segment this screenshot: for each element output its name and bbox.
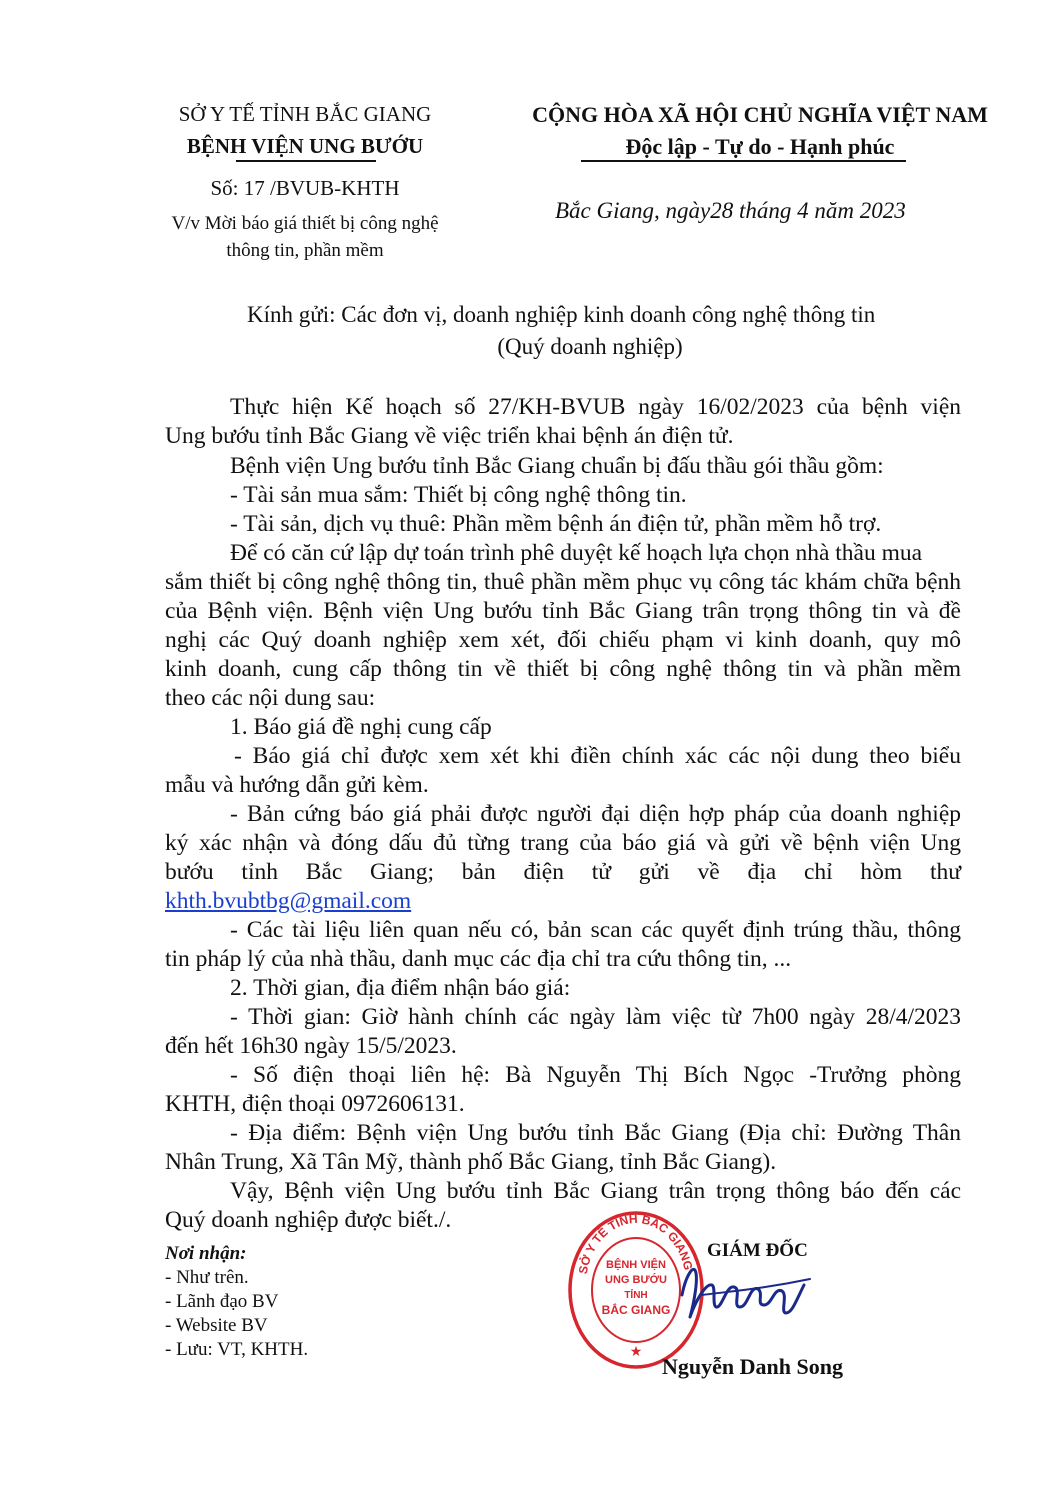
body-line: đến hết 16h30 ngày 15/5/2023. [165,1033,457,1059]
body-line: nghị các Quý doanh nghiệp xem xét, đối chiếu phạm vi kinh doanh, quy mô [165,627,961,653]
body-line: - Địa điểm: Bệnh viện Ung bướu tỉnh Bắc Giang (Địa chỉ: Đường Thân [230,1120,961,1146]
body-line: tin pháp lý của nhà thầu, danh mục các địa chỉ tra cứu thông tin, ... [165,946,792,972]
section-heading: 1. Báo giá đề nghị cung cấp [230,714,492,740]
issue-date: Bắc Giang, ngày28 tháng 4 năm 2023 [555,198,906,223]
email-link[interactable]: khth.bvubtbg@gmail.com [165,888,412,914]
body-line: Để có căn cứ lập dự toán trình phê duyệt kế hoạch lựa chọn nhà thầu mua [230,540,923,566]
seal-inner-line: TỈNH [624,1290,648,1301]
motto-underline [581,160,906,162]
hospital-underline [236,160,376,162]
seal-outer-text: SỞ Y TẾ TỈNH BẮC GIANG [575,1211,696,1276]
body-line: mẫu và hướng dẫn gửi kèm. [165,772,429,798]
recipient-item: - Như trên. [165,1267,249,1288]
document-number: Số: 17 /BVUB-KHTH [210,176,400,200]
body-line: - Thời gian: Giờ hành chính các ngày làm việc từ 7h00 ngày 28/4/2023 [230,1004,961,1030]
hospital-name: BỆNH VIỆN UNG BƯỚU [186,134,424,158]
signer-name: Nguyễn Danh Song [662,1354,843,1379]
body-line: sắm thiết bị công nghệ thông tin, thuê phần mềm phục vụ công tác khám chữa bệnh [165,569,961,595]
body-line: Ung bướu tỉnh Bắc Giang về việc triển khai bệnh án điện tử. [165,423,734,449]
body-line: Quý doanh nghiệp được biết./. [165,1207,452,1233]
body-line: kinh doanh, cung cấp thông tin về thiết bị công nghệ thông tin và phần mềm [165,656,961,682]
subject-line-1: V/v Mời báo giá thiết bị công nghệ [171,213,439,234]
body-line: - Các tài liệu liên quan nếu có, bản scan các quyết định trúng thầu, thông [230,917,961,943]
addressee-note: (Quý doanh nghiệp) [497,334,683,359]
recipients-title: Nơi nhận: [165,1243,247,1264]
body-line: - Số điện thoại liên hệ: Bà Nguyễn Thị Bích Ngọc -Trưởng phòng [230,1062,961,1088]
body-line: Nhân Trung, Xã Tân Mỹ, thành phố Bắc Giang, tỉnh Bắc Giang). [165,1149,777,1175]
body-line: Vậy, Bệnh viện Ung bướu tỉnh Bắc Giang trân trọng thông báo đến các [230,1178,961,1204]
body-line: - Tài sản, dịch vụ thuê: Phần mềm bệnh án điện tử, phần mềm hỗ trợ. [230,511,882,537]
subject-line-2: thông tin, phần mềm [226,240,384,261]
recipient-item: - Lãnh đạo BV [165,1291,279,1312]
body-line: Thực hiện Kế hoạch số 27/KH-BVUB ngày 16/02/2023 của bệnh viện [230,394,961,420]
handwritten-signature [672,1255,817,1335]
recipient-item: - Lưu: VT, KHTH. [165,1339,309,1360]
seal-inner-line: UNG BƯỚU [605,1274,667,1286]
signer-title: GIÁM ĐỐC [707,1240,808,1261]
body-line: theo các nội dung sau: [165,685,376,711]
section-heading: 2. Thời gian, địa điểm nhận báo giá: [230,975,571,1001]
body-line: - Bản cứng báo giá phải được người đại diện hợp pháp của doanh nghiệp [230,801,961,827]
body-line: - Tài sản mua sắm: Thiết bị công nghệ thông tin. [230,482,687,508]
body-line: - Báo giá chỉ được xem xét khi điền chính xác các nội dung theo biểu [234,743,961,769]
body-line: bướu tỉnh Bắc Giang; bản điện tử gửi về địa chỉ hòm thư [165,859,961,885]
body-line: Bệnh viện Ung bướu tỉnh Bắc Giang chuẩn bị đấu thầu gói thầu gồm: [230,453,884,479]
addressee-line: Kính gửi: Các đơn vị, doanh nghiệp kinh doanh công nghệ thông tin [247,302,876,327]
agency-name: SỞ Y TẾ TỈNH BẮC GIANG [178,102,432,126]
national-motto: Độc lập - Tự do - Hạnh phúc [625,134,895,159]
body-line: ký xác nhận và đóng dấu đủ từng trang của báo giá và gửi về bệnh viện Ung [165,830,961,856]
body-line: của Bệnh viện. Bệnh viện Ung bướu tỉnh Bắc Giang trân trọng thông tin và đề [165,598,961,624]
seal-star-icon: ★ [629,1345,643,1360]
seal-inner-line: BỆNH VIỆN [606,1259,666,1271]
recipient-item: - Website BV [165,1315,268,1336]
seal-inner-line: BẮC GIANG [601,1303,671,1317]
body-line: KHTH, điện thoại 0972606131. [165,1091,465,1117]
country-name: CỘNG HÒA XÃ HỘI CHỦ NGHĨA VIỆT NAM [532,102,988,127]
